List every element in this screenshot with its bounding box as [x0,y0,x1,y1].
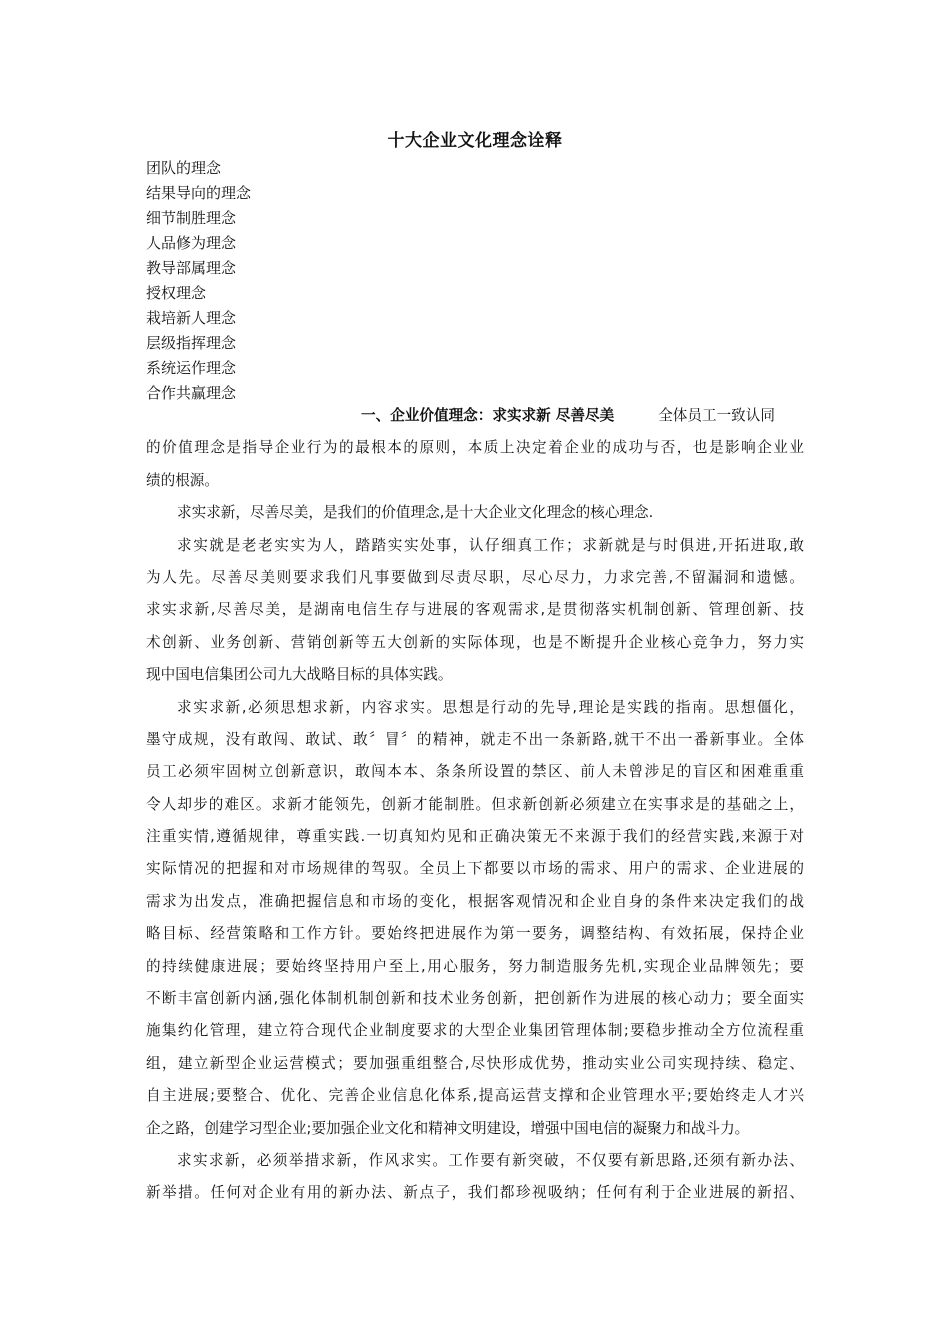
text-line: 不断丰富创新内涵,强化体制机制创新和技术业务创新，把创新作为进展的核心动力；要全面实 [146,990,804,1008]
toc-item: 层级指挥理念 [146,334,237,352]
text-line: 墨守成规，没有敢闯、敢试、敢〞冒〞的精神，就走不出一条新路,就干不出一番新事业。全体 [146,730,804,748]
toc-list [146,156,251,406]
text-line: 新举措。任何对企业有用的新办法、新点子，我们都珍视吸纳；任何有利于企业进展的新招、 [146,1184,804,1202]
text-line: 求实求新,尽善尽美，是湖南电信生存与进展的客观需求,是贯彻落实机制创新、管理创新、技 [146,601,804,619]
paragraph-text: 全体员工一致认同 [658,407,775,424]
text-line: 现中国电信集团公司九大战略目标的具体实践。 [146,666,453,684]
toc-item: 人品修为理念 [146,234,237,252]
text-line: 员工必须牢固树立创新意识，敢闯本本、条条所设置的禁区、前人未曾涉足的盲区和困难重重 [146,763,804,781]
text-line: 企之路，创建学习型企业;要加强企业文化和精神文明建设，增强中国电信的凝聚力和战斗力。 [146,1119,750,1137]
text-line: 的价值理念是指导企业行为的最根本的原则，本质上决定着企业的成功与否，也是影响企业业 [146,439,804,457]
body-text [146,404,804,1214]
toc-item: 细节制胜理念 [146,209,237,227]
toc-item: 合作共赢理念 [146,384,237,402]
text-line: 求实求新，尽善尽美，是我们的价值理念,是十大企业文化理念的核心理念. [177,504,654,522]
text-line: 令人却步的难区。求新才能领先，创新才能制胜。但求新创新必须建立在实事求是的基础之上， [146,795,804,813]
text-line: 组，建立新型企业运营模式；要加强重组整合,尽快形成优势，推动实业公司实现持续、稳定、 [146,1054,804,1072]
text-line: 注重实情,遵循规律，尊重实践.一切真知灼见和正确决策无不来源于我们的经营实践,来源于对 [146,828,804,846]
toc-item: 团队的理念 [146,159,222,177]
text-line: 术创新、业务创新、营销创新等五大创新的实际体现，也是不断提升企业核心竞争力，努力实 [146,633,804,651]
text-line: 需求为出发点，准确把握信息和市场的变化，根据客观情况和企业自身的条件来决定我们的战 [146,892,804,910]
toc-item: 栽培新人理念 [146,309,237,327]
text-line: 施集约化管理，建立符合现代企业制度要求的大型企业集团管理体制;要稳步推动全方位流程重 [146,1022,804,1040]
text-line: 自主进展;要整合、优化、完善企业信息化体系,提高运营支撑和企业管理水平;要始终走人才兴 [146,1087,804,1105]
toc-item: 授权理念 [146,284,207,302]
text-line: 的持续健康进展；要始终坚持用户至上,用心服务，努力制造服务先机,实现企业品牌领先；要 [146,957,804,975]
toc-item: 结果导向的理念 [146,184,252,202]
text-line: 绩的根源。 [146,471,219,489]
text-line: 实际情况的把握和对市场规律的驾驭。全员上下都要以市场的需求、用户的需求、企业进展的 [146,860,804,878]
section-heading: 一、企业价值理念：求实求新 尽善尽美 [361,407,615,424]
text-line: 为人先。尽善尽美则要求我们凡事要做到尽责尽职，尽心尽力，力求完善,不留漏洞和遗憾。 [146,568,804,586]
toc-item: 系统运作理念 [146,359,237,377]
text-line: 求实求新，必须举措求新，作风求实。工作要有新突破，不仅要有新思路,还须有新办法、 [177,1151,804,1169]
text-line: 略目标、经营策略和工作方针。要始终把进展作为第一要务，调整结构、有效拓展，保持企业 [146,925,804,943]
text-line: 求实求新,必须思想求新，内容求实。思想是行动的先导,理论是实践的指南。思想僵化， [177,698,804,716]
toc-item: 教导部属理念 [146,259,237,277]
document-title: 十大企业文化理念诠释 [387,131,563,151]
section-heading-line [146,404,804,436]
text-line: 求实就是老老实实为人，踏踏实实处事，认仔细真工作；求新就是与时俱进,开拓进取,敢 [177,536,804,554]
